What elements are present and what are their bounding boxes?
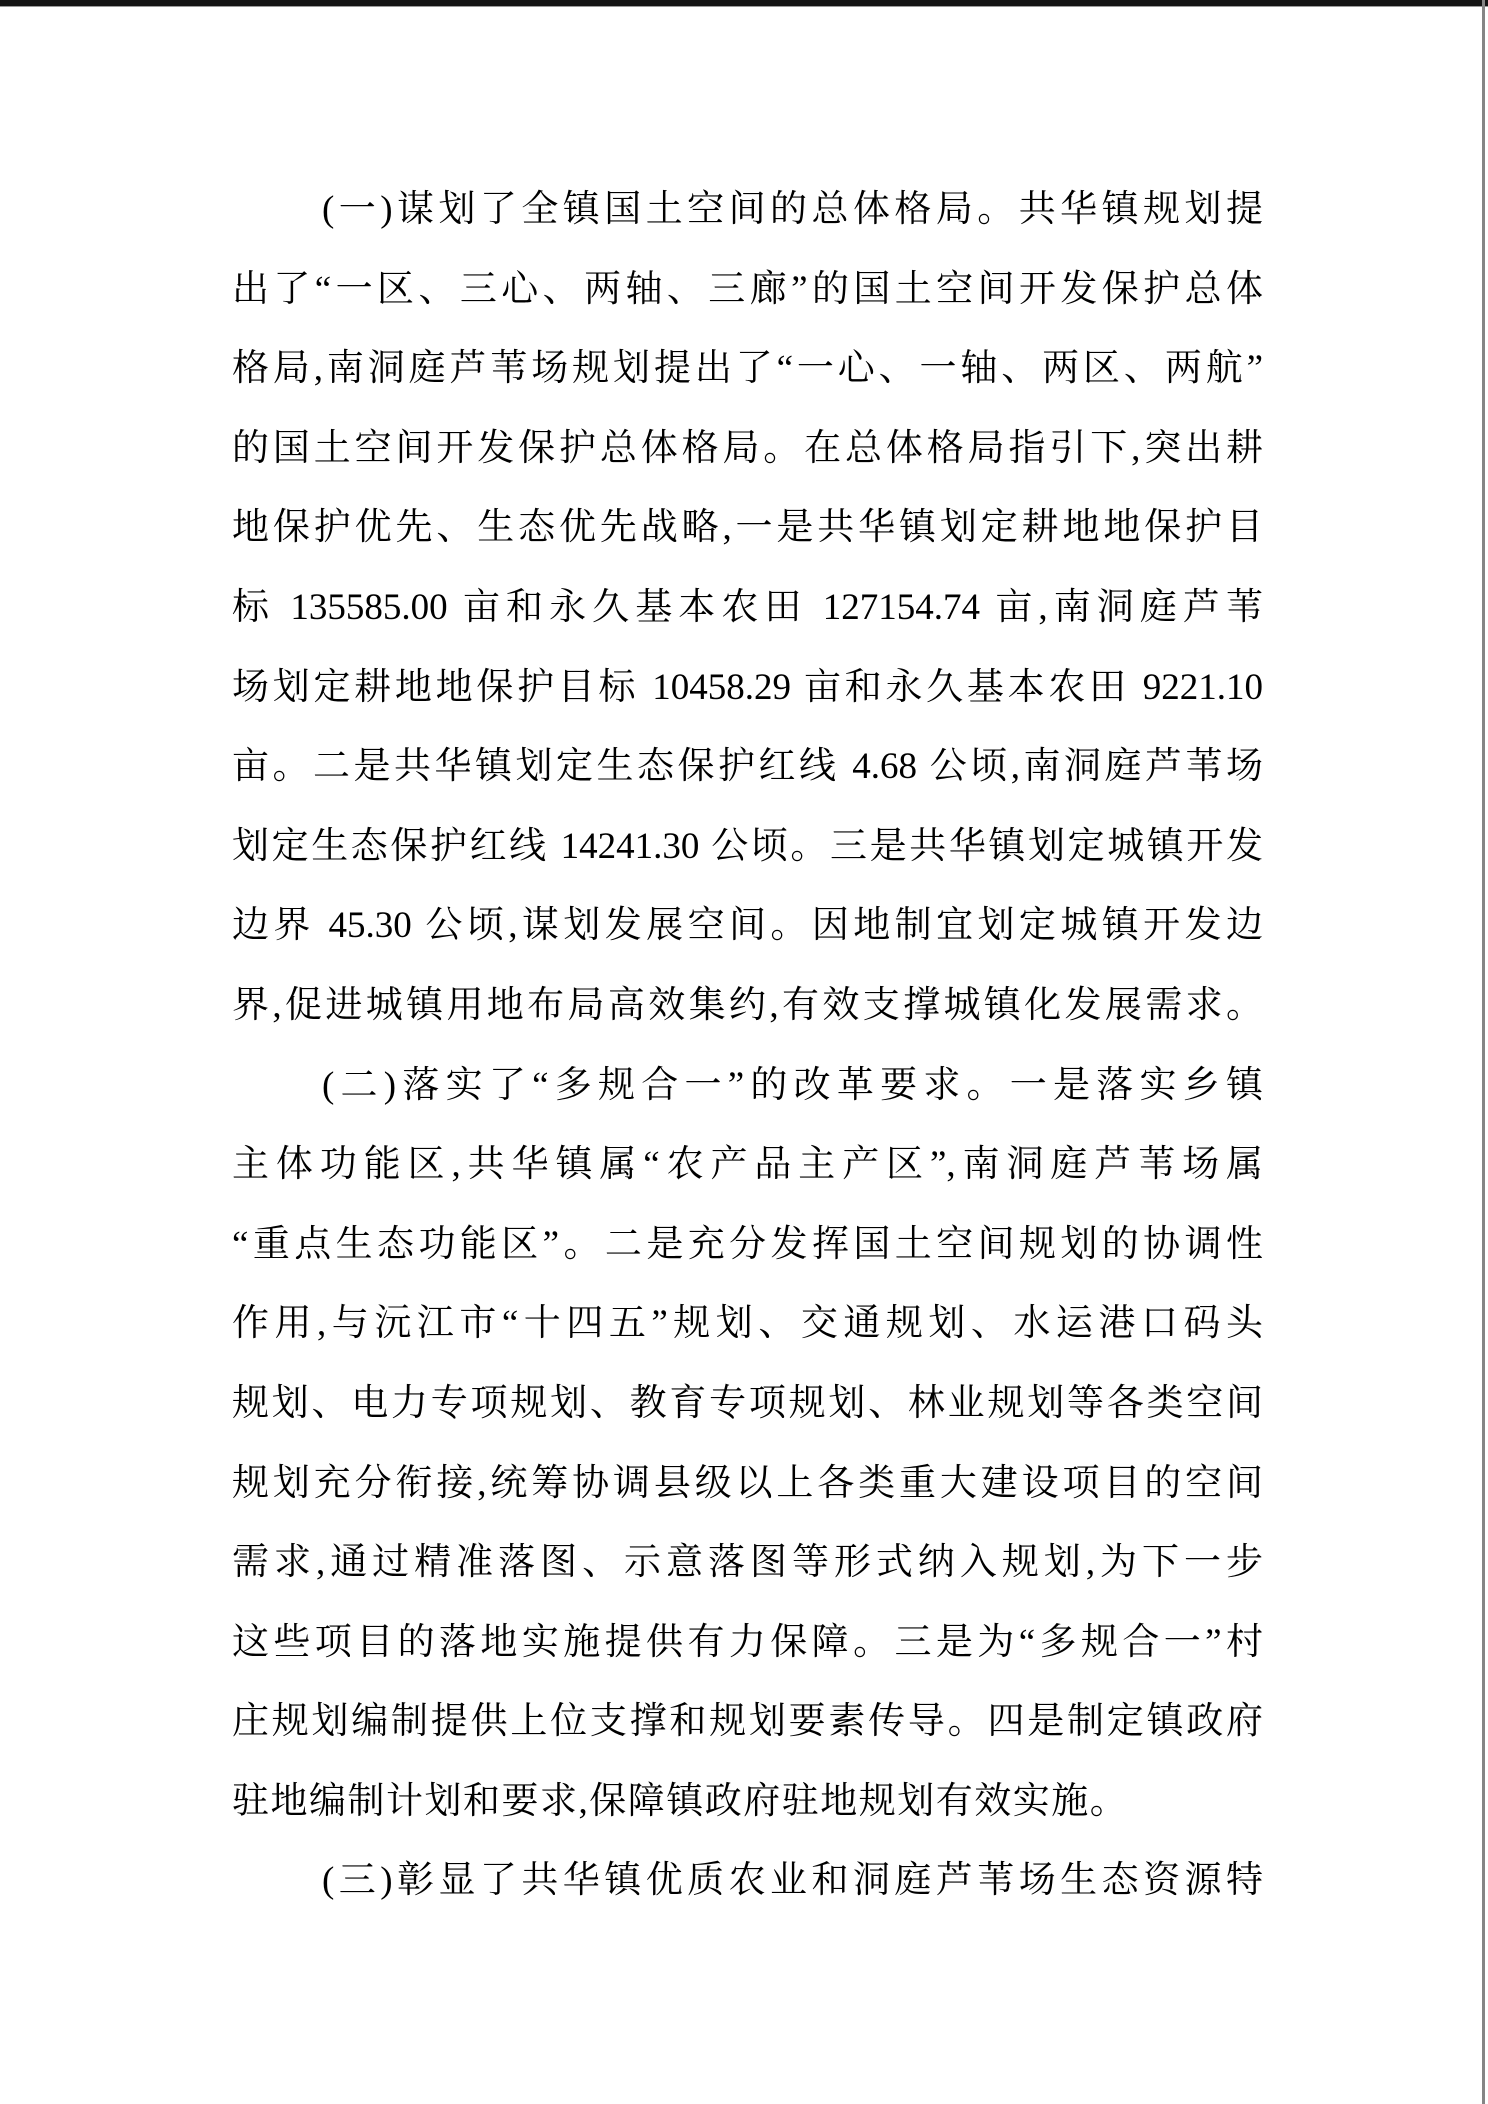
text-line: (二)落实了“多规合一”的改革要求。一是落实乡镇 <box>322 1064 1263 1106</box>
text-line: 庄规划编制提供上位支撑和规划要素传导。四是制定镇政府 <box>232 1701 1263 1743</box>
text-line: 规划充分衔接,统筹协调县级以上各类重大建设项目的空间 <box>232 1462 1263 1504</box>
text-line: 需求,通过精准落图、示意落图等形式纳入规划,为下一步 <box>232 1542 1263 1584</box>
text-line: 主体功能区,共华镇属“农产品主产区”,南洞庭芦苇场属 <box>232 1144 1263 1186</box>
text-line: 驻地编制计划和要求,保障镇政府驻地规划有效实施。 <box>232 1780 1129 1822</box>
text-line: 边界 45.30 公顷,谋划发展空间。因地制宜划定城镇开发边 <box>232 905 1263 947</box>
text-line: 出了“一区、三心、两轴、三廊”的国土空间开发保护总体 <box>232 268 1263 310</box>
text-line: (三)彰显了共华镇优质农业和洞庭芦苇场生态资源特 <box>322 1860 1263 1902</box>
text-line: 场划定耕地地保护目标 10458.29 亩和永久基本农田 9221.10 <box>232 666 1263 708</box>
text-line: 亩。二是共华镇划定生态保护红线 4.68 公顷,南洞庭芦苇场 <box>232 746 1263 788</box>
text-line: 规划、电力专项规划、教育专项规划、林业规划等各类空间 <box>232 1382 1263 1424</box>
text-line: 地保护优先、生态优先战略,一是共华镇划定耕地地保护目 <box>232 507 1263 549</box>
text-line: 的国土空间开发保护总体格局。在总体格局指引下,突出耕 <box>232 427 1263 469</box>
text-line: 界,促进城镇用地布局高效集约,有效支撑城镇化发展需求。 <box>232 984 1263 1026</box>
text-line: 划定生态保护红线 14241.30 公顷。三是共华镇划定城镇开发 <box>232 825 1263 867</box>
text-line: “重点生态功能区”。二是充分发挥国土空间规划的协调性 <box>232 1223 1263 1265</box>
text-line: 作用,与沅江市“十四五”规划、交通规划、水运港口码头 <box>232 1303 1263 1345</box>
page-right-edge <box>1482 0 1485 2104</box>
text-line: 格局,南洞庭芦苇场规划提出了“一心、一轴、两区、两航” <box>232 348 1263 390</box>
page-top-edge <box>0 0 1488 7</box>
text-line: (一)谋划了全镇国土空间的总体格局。共华镇规划提 <box>322 189 1263 230</box>
text-line: 这些项目的落地实施提供有力保障。三是为“多规合一”村 <box>232 1621 1263 1663</box>
text-line: 标 135585.00 亩和永久基本农田 127154.74 亩,南洞庭芦苇 <box>232 586 1263 628</box>
text-block <box>232 170 1263 1921</box>
